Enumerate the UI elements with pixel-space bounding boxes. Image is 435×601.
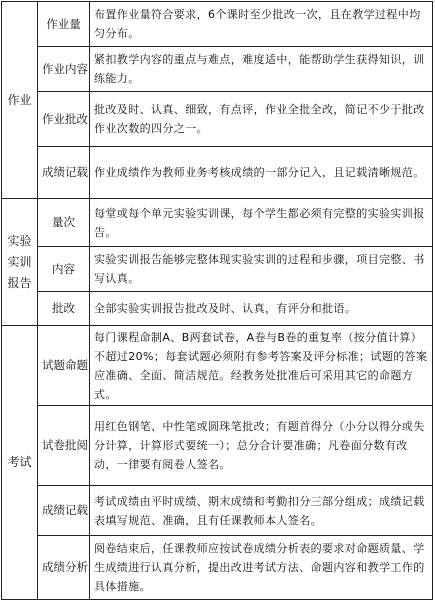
section-title-line: 实训 [7, 254, 32, 269]
section-title-line: 实验 [7, 233, 32, 248]
item-label: 成绩记载 [38, 486, 90, 536]
item-description: 用红色钢笔、中性笔或圆珠笔批改；有题首得分（小分以得分或失分计算，计算形式要统一）；总分合计要准确；凡卷面分数有改动，一律要有阅卷人签名。 [90, 406, 433, 486]
item-label: 成绩分析 [38, 536, 90, 600]
table-row [2, 147, 433, 199]
table-row [2, 326, 433, 406]
table-row [2, 292, 433, 326]
item-label: 成绩记载 [38, 147, 90, 199]
table-row [2, 47, 433, 92]
item-label: 试题命题 [38, 326, 90, 406]
item-label: 作业量 [38, 2, 90, 47]
item-description: 布置作业量符合要求，6个课时至少批改一次，且在教学过程中均匀分布。 [90, 2, 433, 47]
table-row [2, 247, 433, 292]
item-description: 阅卷结束后，任课教师应按试卷成绩分析表的要求对命题质量、学生成绩进行认真分析，提出改进考试方法、命题内容和教学工作的具体措施。 [90, 536, 433, 600]
table-row [2, 2, 433, 47]
item-label: 作业批改 [38, 92, 90, 147]
section-title: 作业 [7, 92, 32, 107]
item-label: 作业内容 [38, 47, 90, 92]
table-row [2, 406, 433, 486]
item-description: 批改及时、认真、细致，有点评，作业全批全改，简记不少于批改作业次数的四分之一。 [90, 92, 433, 147]
section-homework-cell [2, 2, 38, 199]
item-description: 每堂或每个单元实验实训课，每个学生都必须有完整的实验实训报告。 [90, 199, 433, 247]
item-label: 批改 [38, 292, 90, 326]
item-label: 内容 [38, 247, 90, 292]
table-row [2, 536, 433, 600]
item-description: 紧扣教学内容的重点与难点，难度适中，能帮助学生获得知识，训练能力。 [90, 47, 433, 92]
section-title-line: 报告 [7, 275, 32, 290]
item-label: 试卷批阅 [38, 406, 90, 486]
table-row [2, 199, 433, 247]
section-lab-report-cell [2, 199, 38, 326]
item-label: 量次 [38, 199, 90, 247]
table-row [2, 92, 433, 147]
item-description: 实验实训报告能够完整体现实验实训的过程和步骤，项目完整、书写认真。 [90, 247, 433, 292]
assessment-standards-table [1, 1, 433, 600]
item-description: 每门课程命制A、B两套试卷，A卷与B卷的重复率（按分值计算）不超过20%；每套试题必须附有参考答案及评分标准；试题的答案应准确、全面、简洁规范。经教务处批准后可采用其它的命题方式。 [90, 326, 433, 406]
item-description: 考试成绩由平时成绩、期末成绩和考勤扣分三部分组成；成绩记载表填写规范、准确，且有任课教师本人签名。 [90, 486, 433, 536]
item-description: 全部实验实训报告批改及时、认真，有评分和批语。 [90, 292, 433, 326]
item-description: 作业成绩作为教师业务考核成绩的一部分记入，且记载清晰规范。 [90, 147, 433, 199]
section-exam-cell [2, 326, 38, 600]
section-title: 考试 [7, 455, 32, 469]
table-row [2, 486, 433, 536]
